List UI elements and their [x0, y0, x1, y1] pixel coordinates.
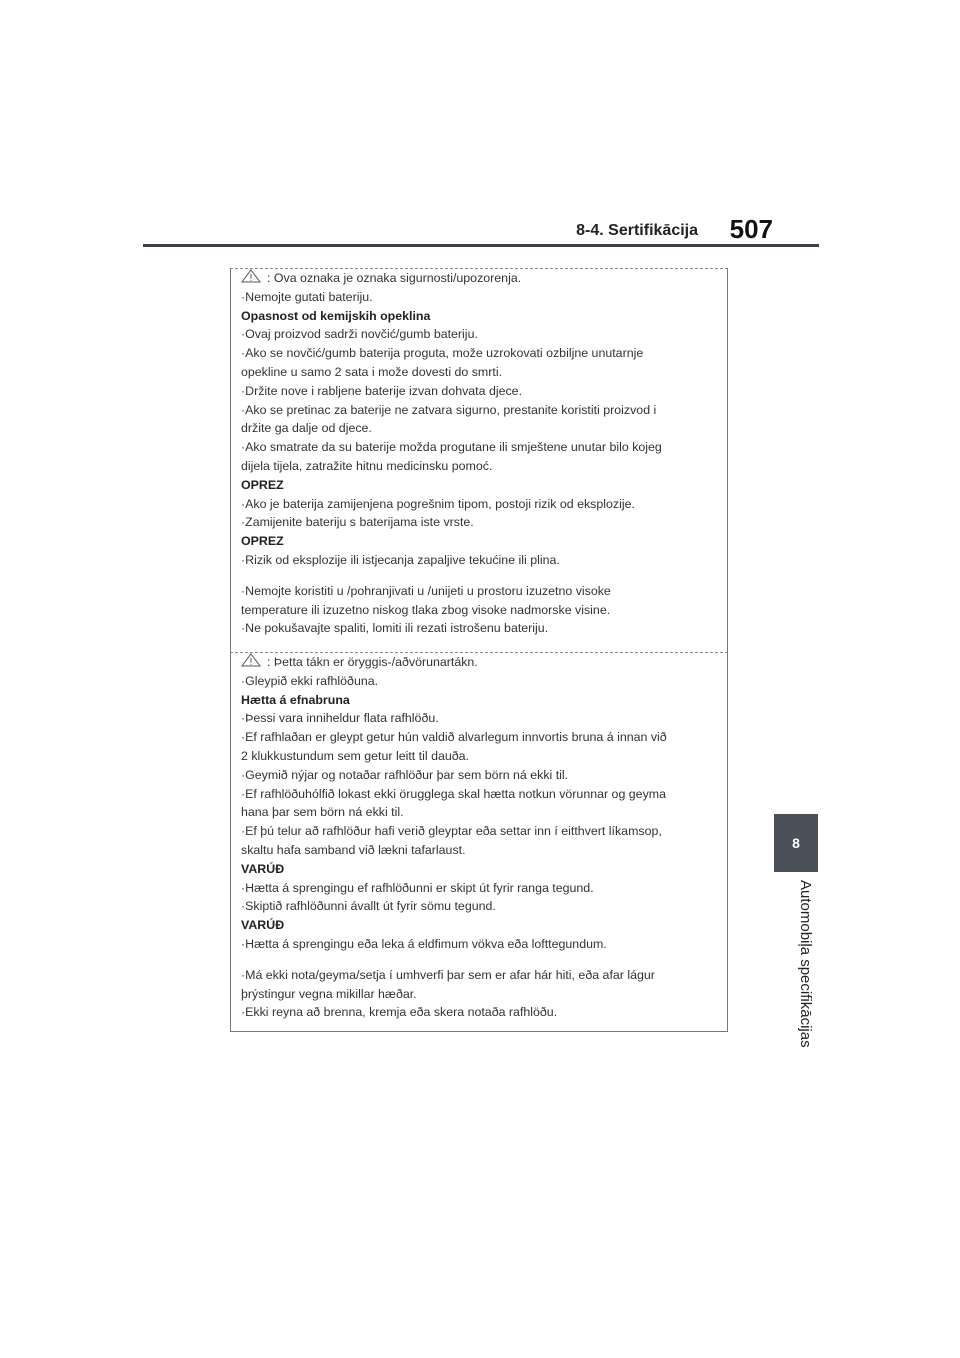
warning-symbol-line: [241, 653, 717, 672]
text-heading: Hætta á efnabruna: [241, 692, 350, 707]
text-line: ·Zamijenite bateriju s baterijama iste vrste.: [241, 515, 474, 530]
text-line: hana þar sem börn ná ekki til.: [241, 805, 404, 820]
text-line: ·Skiptið rafhlöðunni ávallt út fyrir sömu tegund.: [241, 899, 496, 914]
text-heading: OPREZ: [241, 477, 284, 492]
chapter-number: 8: [792, 835, 800, 851]
text-line: držite ga dalje od djece.: [241, 421, 372, 436]
warning-symbol-line: [241, 269, 717, 288]
text-line: ·Geymið nýjar og notaðar rafhlöður þar sem börn ná ekki til.: [241, 767, 569, 782]
blank-line: [241, 954, 717, 966]
text-heading: VARÚÐ: [241, 861, 285, 876]
text-line: ·Nemojte koristiti u /pohranjivati u /unijeti u prostoru izuzetno visoke: [241, 583, 611, 598]
header-rule: [143, 244, 819, 247]
text-line: ·Ne pokušavajte spaliti, lomiti ili rezati istrošenu bateriju.: [241, 621, 549, 636]
text-heading: VARÚÐ: [241, 918, 285, 933]
text-line: ·Hætta á sprengingu eða leka á eldfimum vökva eða lofttegundum.: [241, 936, 607, 951]
text-line: ·Držite nove i rabljene baterije izvan dohvata djece.: [241, 383, 523, 398]
text-line: ·Þessi vara inniheldur flata rafhlöðu.: [241, 711, 439, 726]
text-line: ·Ako se pretinac za baterije ne zatvara sigurno, prestanite koristiti proizvod i: [241, 402, 657, 417]
text-line: ·Má ekki nota/geyma/setja í umhverfi þar sem er afar hár hiti, eða afar lágur: [241, 967, 655, 982]
text-line: opekline u samo 2 sata i može dovesti do smrti.: [241, 364, 503, 379]
warning-triangle-icon: [241, 653, 261, 667]
text-line: ·Ako se novčić/gumb baterija proguta, može uzrokovati ozbiljne unutarnje: [241, 346, 644, 361]
text-line: ·Gleypið ekki rafhlöðuna.: [241, 673, 379, 688]
text-line: ·Ovaj proizvod sadrži novčić/gumb bateriju.: [241, 327, 478, 342]
text-line: dijela tijela, zatražite hitnu medicinsku pomoć.: [241, 458, 493, 473]
text-line: ·Ako je baterija zamijenjena pogrešnim tipom, postoji rizik od eksplozije.: [241, 496, 635, 511]
text-line: ·Ako smatrate da su baterije možda progutane ili smještene unutar bilo kojeg: [241, 440, 662, 455]
text-heading: Opasnost od kemijskih opeklina: [241, 308, 431, 323]
text-line: 2 klukkustundum sem getur leitt til dauða.: [241, 748, 469, 763]
text-line: ·Rizik od eksplozije ili istjecanja zapaljive tekućine ili plina.: [241, 552, 560, 567]
warning-triangle-icon: [241, 269, 261, 283]
section-title: 8-4. Sertifikācija: [576, 222, 698, 239]
page-number: 507: [729, 214, 773, 244]
blank-line: [241, 570, 717, 582]
page-header: [143, 212, 819, 246]
icelandic-text-lines: [241, 672, 717, 1022]
croatian-warning-panel: [230, 268, 728, 652]
text-line: ·Ef þú telur að rafhlöður hafi verið gleyptar eða settar inn í eitthvert líkamsop,: [241, 824, 662, 839]
text-heading: OPREZ: [241, 534, 284, 549]
chapter-label: Automobiļa specifikācijas: [797, 880, 814, 1048]
croatian-text-lines: [241, 288, 717, 638]
warning-symbol-text: : Ova oznaka je oznaka sigurnosti/upozorenja.: [267, 271, 522, 285]
text-line: ·Ef rafhlaðan er gleypt getur hún valdið alvarlegum innvortis bruna á innan við: [241, 730, 667, 745]
text-line: þrýstingur vegna mikillar hæðar.: [241, 986, 417, 1001]
text-line: skaltu hafa samband við lækni tafarlaust.: [241, 842, 466, 857]
text-line: ·Ef rafhlöðuhólfið lokast ekki örugglega skal hætta notkun vörunnar og geyma: [241, 786, 666, 801]
icelandic-warning-panel: [230, 652, 728, 1032]
chapter-tab: [774, 814, 818, 872]
text-line: ·Ekki reyna að brenna, kremja eða skera notaða rafhlöðu.: [241, 1005, 558, 1020]
text-line: ·Hætta á sprengingu ef rafhlöðunni er skipt út fyrir ranga tegund.: [241, 880, 594, 895]
text-line: ·Nemojte gutati bateriju.: [241, 289, 373, 304]
text-line: temperature ili izuzetno niskog tlaka zbog visoke nadmorske visine.: [241, 602, 611, 617]
warning-symbol-text: : Þetta tákn er öryggis-/aðvörunartákn.: [267, 655, 478, 669]
